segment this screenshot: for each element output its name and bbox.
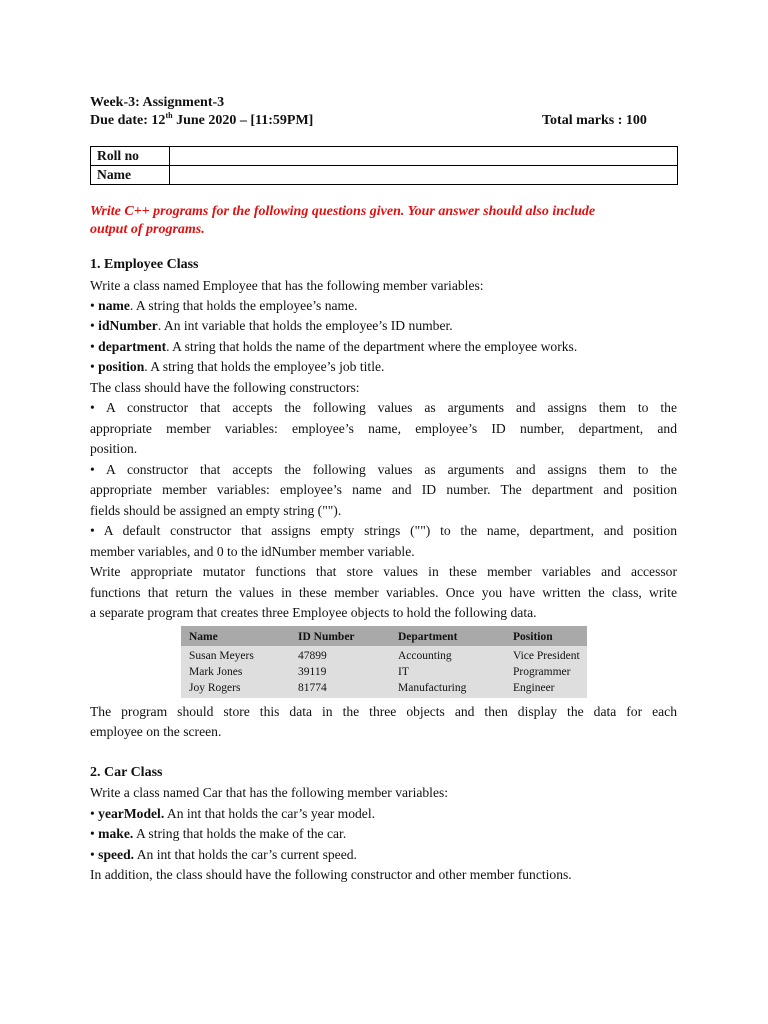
instruction-line-1: Write C++ programs for the following questions given. Your answer should also include (90, 204, 596, 219)
employee-table-header-name: Name (189, 631, 218, 643)
q2-bullet-make (90, 824, 346, 845)
q1-mutators-line-1: Write appropriate mutator functions that store values in these member variables and accessor (90, 564, 677, 579)
table-cell: 81774 (298, 682, 327, 694)
due-date-suffix: June 2020 – [11:59PM] (172, 113, 314, 128)
name-label: Name (91, 166, 170, 185)
q1-mutators-line-3: a separate program that creates three Employee objects to hold the following data. (90, 605, 537, 620)
q1-c2-line-2: appropriate member variables: employee’s name and ID number. The department and position (90, 482, 677, 497)
table-cell: Susan Meyers (189, 650, 254, 662)
q1-c1-line-1: • A constructor that accepts the following values as arguments and assigns them to the (90, 400, 677, 415)
q1-heading: 1. Employee Class (90, 257, 199, 272)
bullet-mark: • (90, 806, 99, 821)
due-date (90, 113, 313, 129)
q2-heading: 2. Car Class (90, 765, 163, 780)
q1-mutators-line-2: functions that return the values in these member variables. Once you have written the class, write (90, 585, 677, 600)
q1-c2-line-1: • A constructor that accepts the following values as arguments and assigns them to the (90, 462, 677, 477)
total-marks: Total marks : 100 (542, 113, 647, 128)
bullet-text: An int that holds the car’s year model. (164, 806, 376, 821)
table-cell: 47899 (298, 650, 327, 662)
bullet-text: . A string that holds the employee’s job title. (144, 359, 385, 374)
q2-bullet-yearmodel (90, 804, 375, 825)
roll-value[interactable] (170, 147, 678, 166)
instruction-line-2: output of programs. (90, 222, 205, 237)
q1-c2-line-3: fields should be assigned an empty string (""). (90, 503, 342, 518)
table-cell: Vice President (513, 650, 580, 662)
q1-closing-line-1: The program should store this data in the three objects and then display the data for each (90, 704, 677, 719)
q1-bullet-name (90, 296, 358, 317)
q1-c3-line-2: member variables, and 0 to the idNumber member variable. (90, 544, 415, 559)
table-cell: Manufacturing (398, 682, 467, 694)
q1-c1-line-3: position. (90, 441, 138, 456)
q1-c3-line-1: • A default constructor that assigns empty strings ("") to the name, department, and position (90, 523, 677, 538)
bullet-text: . An int variable that holds the employee’s ID number. (157, 318, 453, 333)
q2-bullet-speed (90, 845, 357, 866)
q1-bullet-department (90, 337, 577, 358)
roll-row (91, 147, 678, 166)
employee-table-header-id: ID Number (298, 631, 355, 643)
employee-data-table (181, 626, 587, 698)
bullet-term: yearModel. (98, 806, 165, 821)
bullet-mark: • (90, 339, 99, 354)
bullet-mark: • (90, 826, 99, 841)
name-value[interactable] (170, 166, 678, 185)
q1-bullet-idnumber (90, 316, 453, 337)
bullet-text: . A string that holds the name of the department where the employee works. (166, 339, 578, 354)
bullet-text: . A string that holds the employee’s name. (129, 298, 358, 313)
q1-constructors-intro: The class should have the following constructors: (90, 380, 360, 395)
bullet-term: speed. (98, 847, 135, 862)
employee-table-header-position: Position (513, 631, 553, 643)
q2-closing: In addition, the class should have the following constructor and other member functions. (90, 867, 572, 882)
name-row (91, 166, 678, 185)
table-cell: Programmer (513, 666, 571, 678)
assignment-title: Week-3: Assignment-3 (90, 95, 225, 110)
q1-closing-line-2: employee on the screen. (90, 724, 222, 739)
bullet-term: name (98, 298, 130, 313)
table-cell: Accounting (398, 650, 452, 662)
q1-bullet-position (90, 357, 384, 378)
table-cell: 39119 (298, 666, 327, 678)
bullet-mark: • (90, 318, 99, 333)
student-info-table (90, 146, 678, 185)
due-date-prefix: Due date: 12 (90, 113, 166, 128)
bullet-mark: • (90, 359, 99, 374)
table-cell: Joy Rogers (189, 682, 241, 694)
bullet-mark: • (90, 847, 99, 862)
bullet-term: idNumber (98, 318, 158, 333)
bullet-text: A string that holds the make of the car. (133, 826, 347, 841)
bullet-term: position (98, 359, 145, 374)
bullet-term: make. (98, 826, 134, 841)
roll-label: Roll no (91, 147, 170, 166)
table-cell: IT (398, 666, 409, 678)
table-cell: Mark Jones (189, 666, 243, 678)
q1-intro: Write a class named Employee that has the following member variables: (90, 278, 484, 293)
q1-c1-line-2: appropriate member variables: employee’s name, employee’s ID number, department, and (90, 421, 677, 436)
bullet-term: department (98, 339, 167, 354)
employee-table-header-department: Department (398, 631, 458, 643)
bullet-mark: • (90, 298, 99, 313)
table-cell: Engineer (513, 682, 555, 694)
due-date-sup: th (165, 111, 173, 120)
q2-intro: Write a class named Car that has the following member variables: (90, 785, 449, 800)
bullet-text: An int that holds the car’s current speed. (134, 847, 357, 862)
